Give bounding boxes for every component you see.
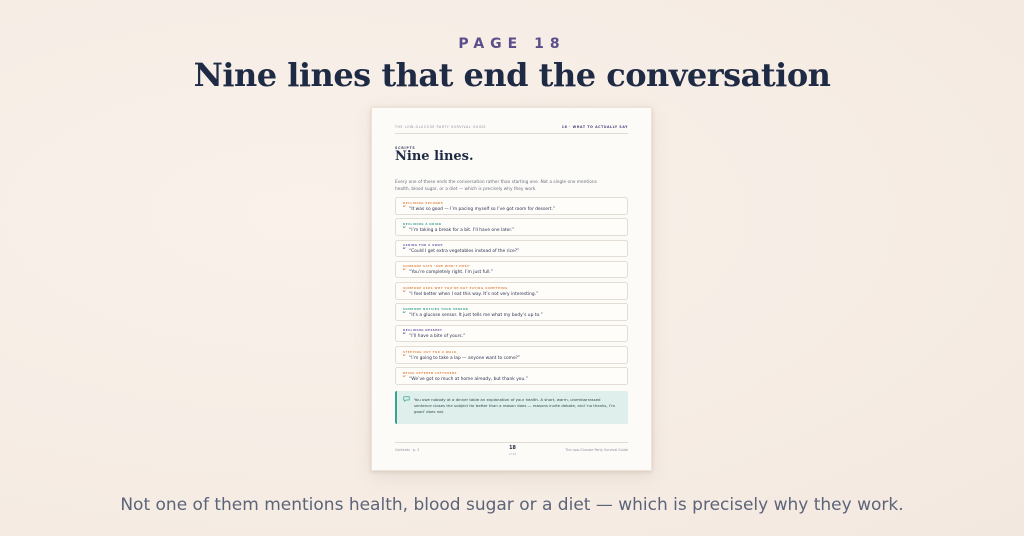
script-card xyxy=(395,197,628,215)
script-quote: “You’re completely right. I’m just full.” xyxy=(409,270,494,276)
footer-left: Contents · p. 3 xyxy=(395,448,420,452)
script-quote: “It’s a glucose sensor. It just tells me what my body’s up to.” xyxy=(409,313,543,319)
script-card xyxy=(395,325,628,343)
script-label: ASKING FOR A SWAP xyxy=(403,243,443,248)
script-label: DECLINING DESSERT xyxy=(403,328,443,333)
script-card xyxy=(395,240,628,258)
quote-mark-icon: “ xyxy=(402,353,406,361)
quote-mark-icon: “ xyxy=(402,310,406,318)
page-number: 18 xyxy=(509,446,516,451)
script-label: STEPPING OUT FOR A WALK xyxy=(403,349,457,354)
section-label: SCRIPTS xyxy=(395,146,416,150)
page-title: Nine lines. xyxy=(395,149,474,164)
footer-right: The Low-Glucose Party Survival Guide xyxy=(565,448,628,452)
script-label: SOMEONE NOTICES YOUR SENSOR xyxy=(403,307,469,312)
quote-mark-icon: “ xyxy=(402,268,406,276)
quote-mark-icon: “ xyxy=(402,247,406,255)
script-card xyxy=(395,282,628,300)
running-head-left: THE LOW-GLUCOSE PARTY SURVIVAL GUIDE xyxy=(395,125,487,129)
script-label: SOMEONE SAYS ‘ONE WON’T HURT’ xyxy=(403,264,471,269)
quote-mark-icon: “ xyxy=(402,374,406,382)
script-label: DECLINING A DRINK xyxy=(403,221,442,226)
script-quote: “It was so good — I’m pacing myself so I’ve got room for dessert.” xyxy=(409,206,556,212)
script-card xyxy=(395,261,628,279)
callout-text: You owe nobody at a dinner table an explanation of your health. A short, warm, unembarrassed sentence closes the subject far better than a reason does — reasons invite debate, and ‘no thanks, I’m good’ does not. xyxy=(414,396,616,414)
script-card xyxy=(395,346,628,364)
script-quote: “I feel better when I eat this way. It’s not very interesting.” xyxy=(409,291,539,297)
footer-divider xyxy=(395,442,628,443)
quote-mark-icon: “ xyxy=(402,225,406,233)
script-quote: “I’m taking a break for a bit. I’ll have one later.” xyxy=(409,227,515,233)
hero-caption: Not one of them mentions health, blood sugar or a diet — which is precisely why they work. xyxy=(120,495,904,515)
speech-bubble-icon xyxy=(403,396,410,402)
running-head xyxy=(395,125,628,131)
script-card xyxy=(395,303,628,321)
script-card xyxy=(395,218,628,236)
guide-page-preview xyxy=(371,107,652,471)
script-list xyxy=(395,197,628,389)
script-quote: “I’m going to take a lap — anyone want to come?” xyxy=(409,355,521,361)
running-head-right: 18 · WHAT TO ACTUALLY SAY xyxy=(561,125,628,129)
running-head-divider xyxy=(395,133,628,134)
quote-mark-icon: “ xyxy=(402,332,406,340)
script-label: SOMEONE ASKS WHY YOU’RE NOT EATING SOMETHING xyxy=(403,285,508,290)
hero-headline: Nine lines that end the conversation xyxy=(193,56,831,94)
script-card xyxy=(395,367,628,385)
script-label: DECLINING SECONDS xyxy=(403,200,444,205)
page-total: of 24 xyxy=(508,452,517,456)
quote-mark-icon: “ xyxy=(402,204,406,212)
intro-paragraph: Every one of these ends the conversation rather than starting one. Not a single one mentions health, blood sugar, or a diet — which is precisely why they work. xyxy=(395,180,597,192)
quote-mark-icon: “ xyxy=(402,289,406,297)
script-quote: “I’ll have a bite of yours.” xyxy=(409,334,466,340)
hero-eyebrow: PAGE 18 xyxy=(458,36,566,52)
callout-box xyxy=(395,391,628,424)
script-label: BEING OFFERED LEFTOVERS xyxy=(403,370,457,375)
script-quote: “Could I get extra vegetables instead of the rice?” xyxy=(409,249,520,255)
script-quote: “We’ve got so much at home already, but thank you.” xyxy=(409,376,528,382)
